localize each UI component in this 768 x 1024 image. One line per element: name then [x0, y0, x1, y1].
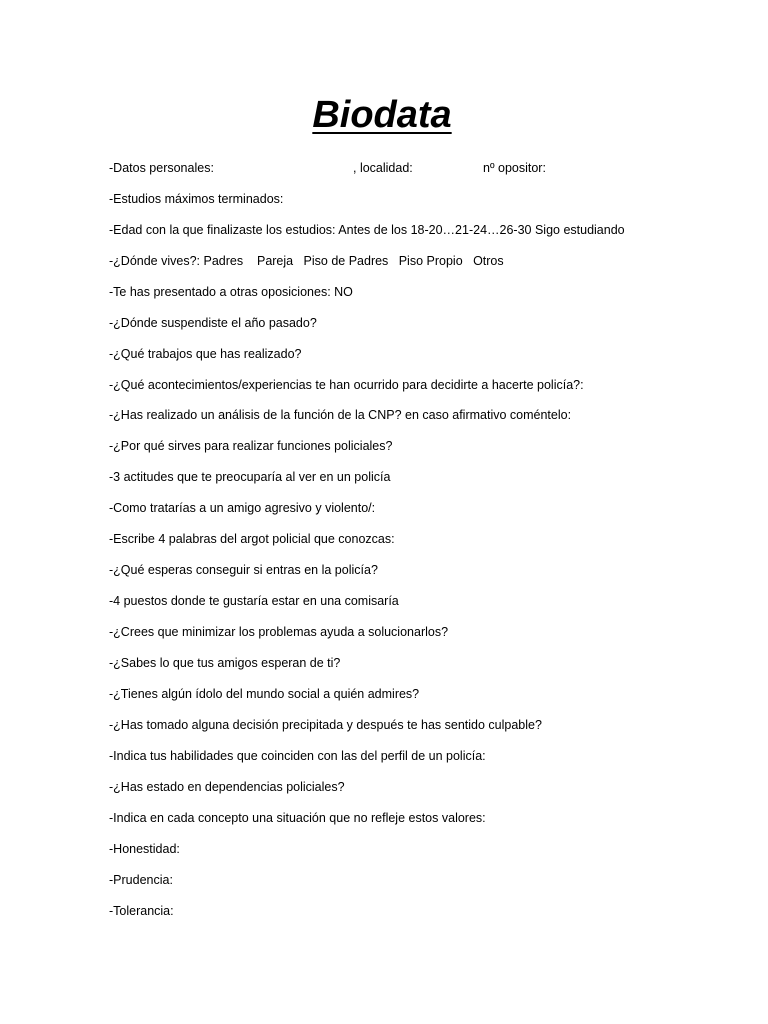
question-line: -¿Qué trabajos que has realizado? — [109, 347, 302, 361]
question-line: -¿Crees que minimizar los problemas ayuda a solucionarlos? — [109, 625, 449, 639]
personal-data-label: -Datos personales: — [109, 161, 214, 175]
personal-data-line — [109, 160, 709, 176]
question-line: -Edad con la que finalizaste los estudios: Antes de los 18-20…21-24…26-30 Sigo estudiando — [109, 223, 625, 237]
question-line: -¿Qué acontecimientos/experiencias te han ocurrido para decidirte a hacerte policía?: — [109, 378, 584, 392]
document-title: Biodata — [312, 94, 452, 136]
question-line: -¿Sabes lo que tus amigos esperan de ti? — [109, 656, 341, 670]
question-line: -3 actitudes que te preocuparía al ver en un policía — [109, 470, 391, 484]
question-line: -¿Has estado en dependencias policiales? — [109, 780, 345, 794]
question-line: -¿Has realizado un análisis de la función de la CNP? en caso afirmativo coméntelo: — [109, 408, 572, 422]
question-line: -¿Dónde vives?: Padres Pareja Piso de Padres Piso Propio Otros — [109, 254, 504, 268]
question-line: -Honestidad: — [109, 842, 180, 856]
question-line: -Te has presentado a otras oposiciones: NO — [109, 285, 353, 299]
question-line: -4 puestos donde te gustaría estar en una comisaría — [109, 594, 399, 608]
question-line: -Escribe 4 palabras del argot policial que conozcas: — [109, 532, 395, 546]
question-line: -¿Dónde suspendiste el año pasado? — [109, 316, 317, 330]
question-line: -Indica tus habilidades que coinciden con las del perfil de un policía: — [109, 749, 486, 763]
question-line: -¿Has tomado alguna decisión precipitada y después te has sentido culpable? — [109, 718, 542, 732]
question-line: -Estudios máximos terminados: — [109, 192, 284, 206]
applicant-number-label: nº opositor: — [483, 161, 546, 175]
locality-label: , localidad: — [353, 161, 413, 175]
question-line: -Prudencia: — [109, 873, 173, 887]
question-line: -Indica en cada concepto una situación que no refleje estos valores: — [109, 811, 486, 825]
question-line: -¿Tienes algún ídolo del mundo social a quién admires? — [109, 687, 420, 701]
question-line: -¿Qué esperas conseguir si entras en la policía? — [109, 563, 378, 577]
question-line: -¿Por qué sirves para realizar funciones policiales? — [109, 439, 393, 453]
question-line: -Como tratarías a un amigo agresivo y violento/: — [109, 501, 376, 515]
question-line: -Tolerancia: — [109, 904, 174, 918]
